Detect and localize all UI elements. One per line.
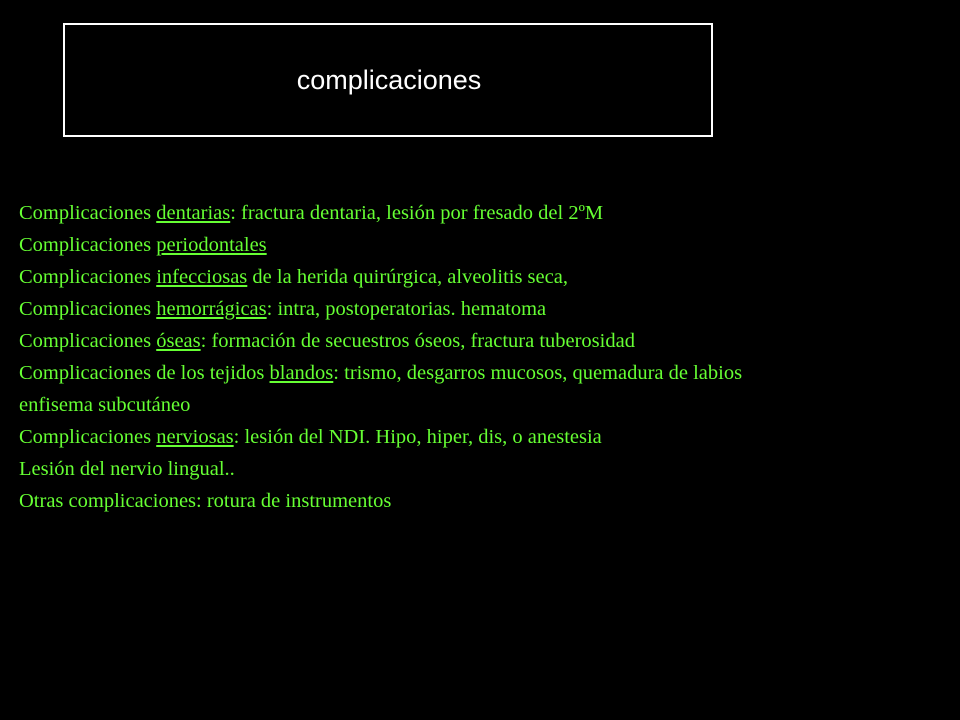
line-underlined-term: periodontales xyxy=(156,234,267,256)
line-prefix: Otras complicaciones: rotura de instrumentos xyxy=(19,490,392,512)
list-line-enfisema xyxy=(19,389,960,421)
line-suffix: de la herida quirúrgica, alveolitis seca, xyxy=(247,266,568,288)
line-underlined-term: hemorrágicas xyxy=(156,298,267,320)
line-underlined-term: blandos xyxy=(269,362,334,384)
slide-title: complicaciones xyxy=(296,64,482,95)
title-box xyxy=(63,23,713,137)
line-underlined-term: infecciosas xyxy=(156,266,248,288)
list-line-periodontales xyxy=(19,229,960,261)
line-prefix: Complicaciones xyxy=(19,330,157,352)
list-line-blandos xyxy=(19,357,960,389)
line-suffix: : lesión del NDI. Hipo, hiper, dis, o anestesia xyxy=(233,426,602,448)
line-prefix: Complicaciones xyxy=(19,298,157,320)
line-prefix: Complicaciones xyxy=(19,266,157,288)
line-suffix: : trismo, desgarros mucosos, quemadura de labios xyxy=(333,362,743,384)
line-prefix: Complicaciones xyxy=(19,426,157,448)
list-line-lingual xyxy=(19,453,960,485)
list-line-hemorragicas xyxy=(19,293,960,325)
list-line-infecciosas xyxy=(19,261,960,293)
line-underlined-term: óseas xyxy=(156,330,201,352)
line-prefix: Complicaciones xyxy=(19,234,157,256)
list-line-nerviosas xyxy=(19,421,960,453)
line-prefix: Complicaciones xyxy=(19,202,157,224)
line-suffix: : formación de secuestros óseos, fractura tuberosidad xyxy=(200,330,635,352)
list-line-dentarias xyxy=(19,197,960,229)
line-underlined-term: nerviosas xyxy=(156,426,234,448)
line-prefix: Complicaciones de los tejidos xyxy=(19,362,270,384)
line-prefix: enfisema subcutáneo xyxy=(19,394,191,416)
complications-list xyxy=(19,197,960,517)
line-suffix: : fractura dentaria, lesión por fresado del 2ºM xyxy=(230,202,604,224)
line-suffix: : intra, postoperatorias. hematoma xyxy=(266,298,547,320)
line-prefix: Lesión del nervio lingual.. xyxy=(19,458,235,480)
list-line-oseas xyxy=(19,325,960,357)
line-underlined-term: dentarias xyxy=(156,202,231,224)
list-line-otras xyxy=(19,485,960,517)
